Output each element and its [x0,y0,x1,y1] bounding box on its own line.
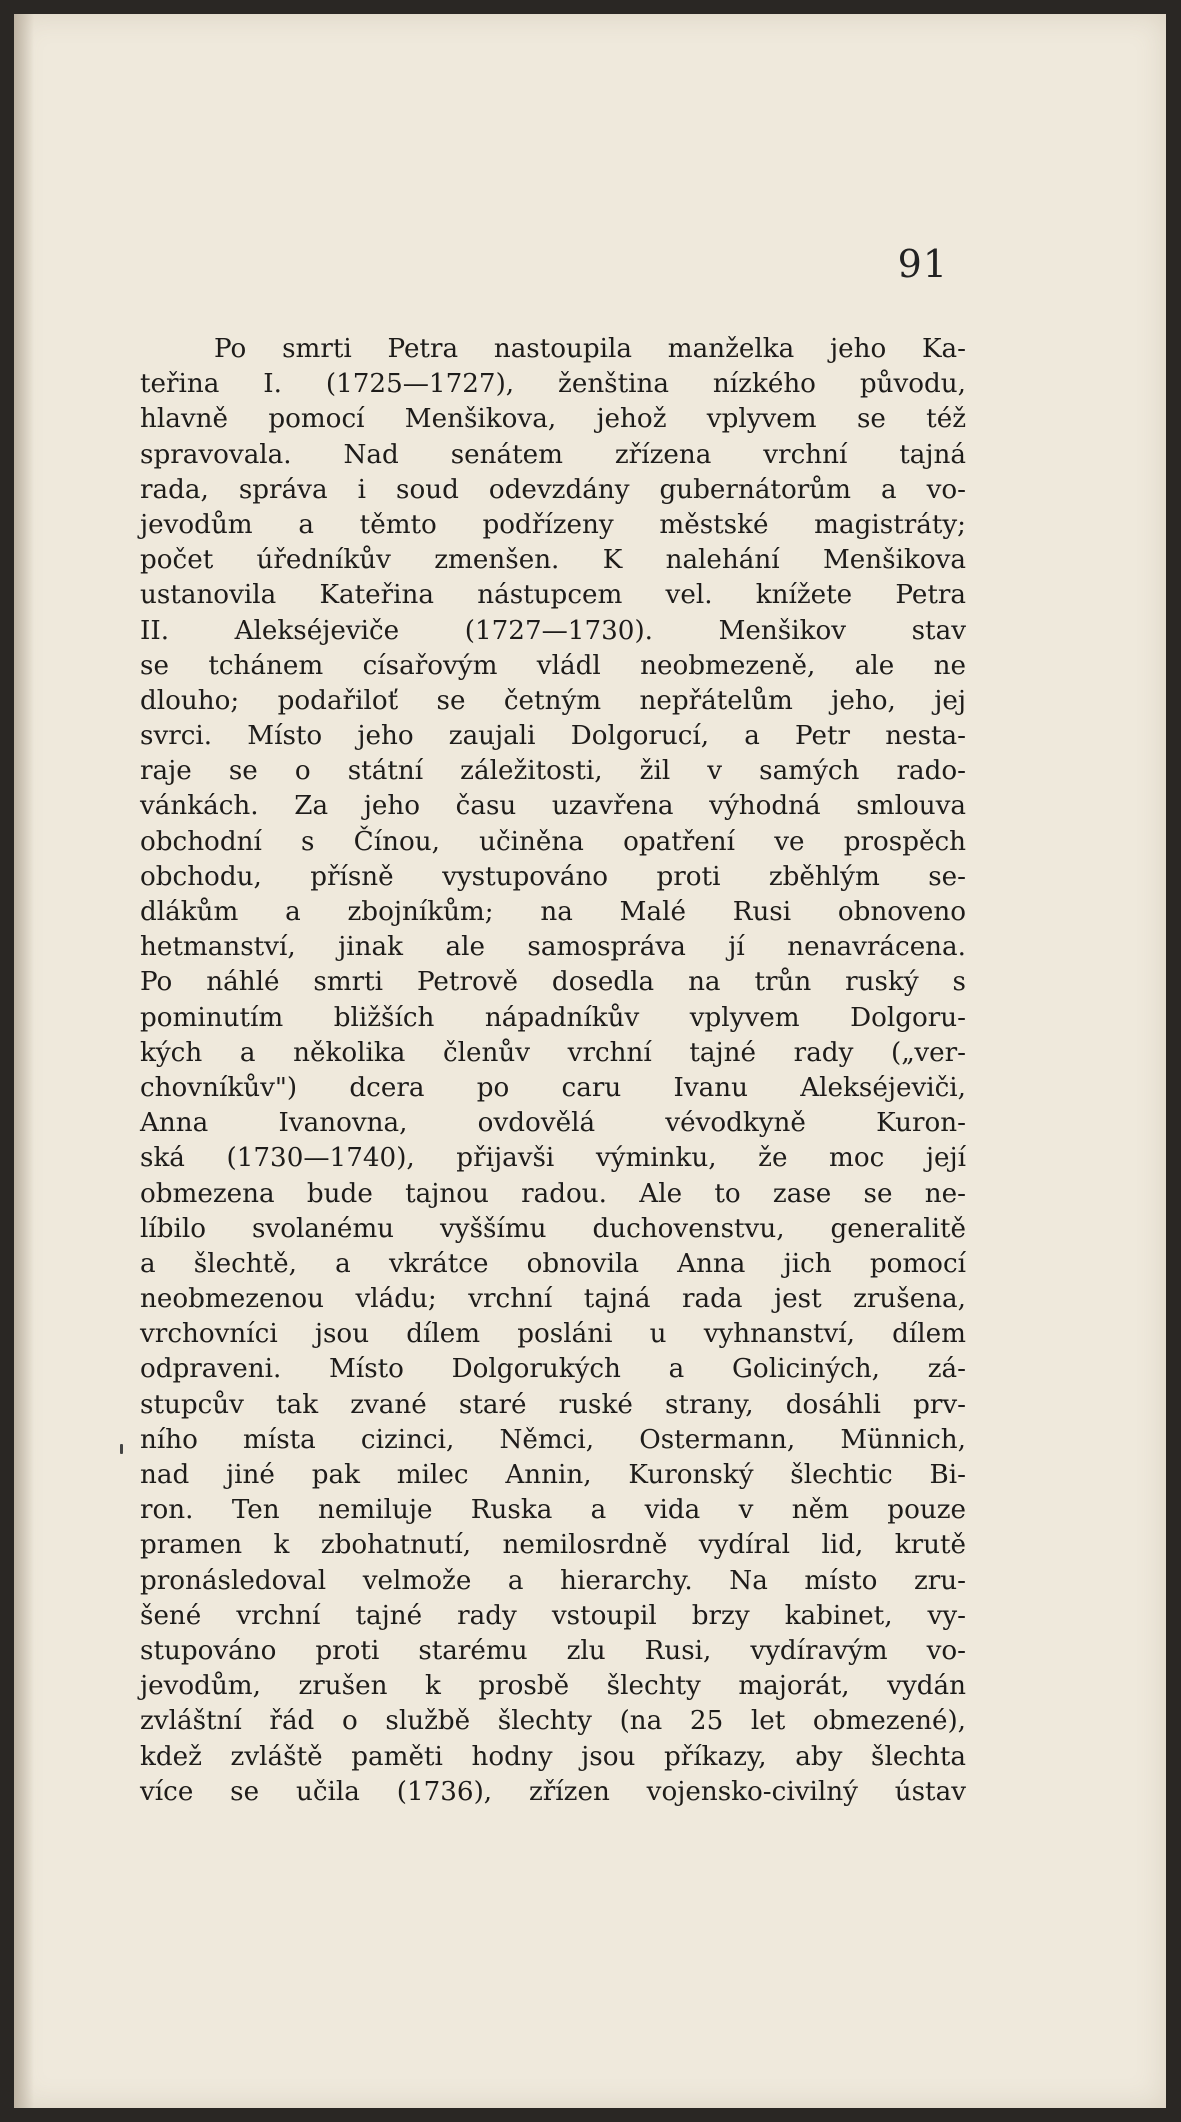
text-line: více se učila (1736), zřízen vojensko-civilný ústav [140,1776,966,1807]
text-line: Anna Ivanovna, ovdovělá vévodkyně Kuron- [140,1108,966,1139]
text-line: hlavně pomocí Menšikova, jehož vplyvem se též [140,404,966,435]
book-page [14,14,1166,2108]
text-line: stupováno proti starému zlu Rusi, vydíravým vo- [140,1635,966,1666]
text-line: pominutím bližších nápadníkův vplyvem Dolgoru- [140,1002,966,1033]
text-line: dlákům a zbojníkům; na Malé Rusi obnoveno [140,897,966,927]
text-line: kdež zvláště paměti hodny jsou příkazy, aby šlechta [140,1741,966,1772]
text-line: jevodům, zrušen k prosbě šlechty majorát, vydán [140,1671,966,1702]
text-line: teřina I. (1725—1727), ženština nízkého původu, [140,369,966,400]
text-line: ního místa cizinci, Němci, Ostermann, Münnich, [140,1424,966,1455]
text-line: obchodu, přísně vystupováno proti zběhlým se- [140,861,966,892]
text-line: zvláštní řád o službě šlechty (na 25 let obmezené), [140,1706,966,1737]
text-line: vrchovníci jsou dílem posláni u vyhnanství, dílem [140,1319,966,1350]
text-line: svrci. Místo jeho zaujali Dolgorucí, a Petr nesta- [140,721,966,752]
text-line: hetmanství, jinak ale samospráva jí nenavrácena. [140,932,966,963]
text-line: odpraveni. Místo Dolgorukých a Goliciných, zá- [140,1354,966,1385]
text-line: ron. Ten nemiluje Ruska a vida v něm pouze [140,1495,966,1526]
text-line: se tchánem císařovým vládl neobmezeně, ale ne [140,650,966,681]
text-line: ustanovila Kateřina nástupcem vel. knížete Petra [140,580,966,611]
text-line: obmezena bude tajnou radou. Ale to zase se ne- [140,1178,966,1209]
text-line: vánkách. Za jeho času uzavřena výhodná smlouva [140,791,966,822]
gutter-shadow [14,14,34,2108]
text-line: stupcův tak zvané staré ruské strany, dosáhli prv- [140,1389,966,1420]
margin-mark [120,1444,123,1454]
text-line: nad jiné pak milec Annin, Kuronský šlechtic Bi- [140,1460,966,1490]
text-line: raje se o státní záležitosti, žil v samých rado- [140,756,966,787]
text-line: spravovala. Nad senátem zřízena vrchní tajná [140,439,966,470]
text-line: a šlechtě, a vkrátce obnovila Anna jich pomocí [140,1248,966,1279]
text-line: chovníkův") dcera po caru Ivanu Alekséjeviči, [140,1072,966,1103]
text-line: II. Alekséjeviče (1727—1730). Menšikov stav [140,615,966,646]
text-line: neobmezenou vládu; vrchní tajná rada jest zrušena, [140,1284,966,1315]
text-line: jevodům a těmto podřízeny městské magistráty; [140,509,966,540]
text-line: obchodní s Čínou, učiněna opatření ve prospěch [140,826,966,857]
text-line: kých a několika členův vrchní tajné rady („ver- [140,1037,966,1068]
text-line: dlouho; podařiloť se četným nepřátelům jeho, jej [140,685,966,716]
text-line: pronásledoval velmože a hierarchy. Na místo zru- [140,1565,966,1596]
text-line: Po náhlé smrti Petrově dosedla na trůn ruský s [140,967,966,998]
text-line: Po smrti Petra nastoupila manželka jeho Ka- [214,334,966,364]
text-line: šené vrchní tajné rady vstoupil brzy kabinet, vy- [140,1600,966,1631]
text-line: pramen k zbohatnutí, nemilosrdně vydíral lid, krutě [140,1530,966,1561]
text-line: rada, správa i soud odevzdány gubernátorům a vo- [140,474,966,505]
body-text [140,332,966,1810]
text-line: počet úředníkův zmenšen. K nalehání Menšikova [140,545,966,576]
text-line: ská (1730—1740), přijavši výminku, že moc její [140,1143,966,1174]
page-number: 91 [897,242,948,286]
text-line: líbilo svolanému vyššímu duchovenstvu, generalitě [140,1213,966,1244]
